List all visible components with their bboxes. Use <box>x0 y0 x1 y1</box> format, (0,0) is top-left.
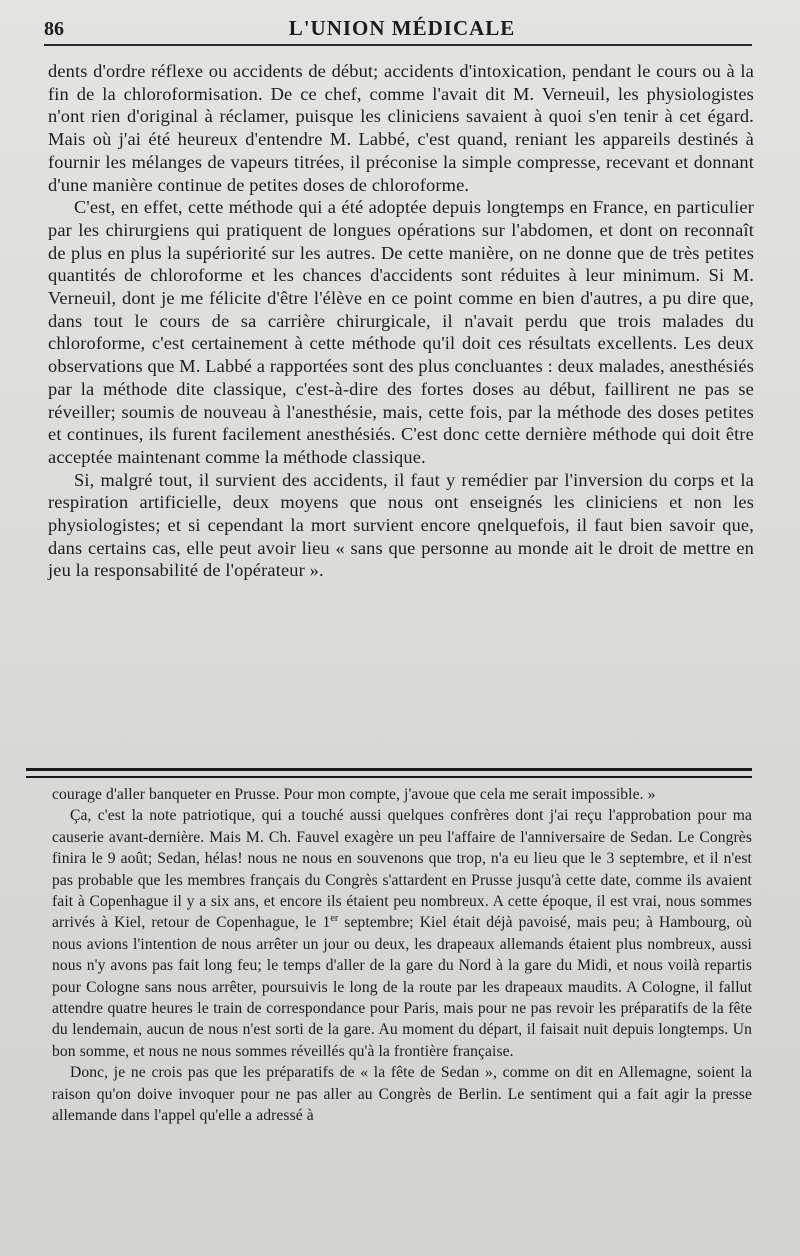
feuilleton-paragraph <box>52 805 752 1062</box>
feuilleton <box>52 784 752 1127</box>
main-article <box>48 60 754 582</box>
header-rule <box>44 44 752 46</box>
feuilleton-paragraph: Donc, je ne crois pas que les préparatifs de « la fête de Sedan », comme on dit en Allemagne, soient la raison qu'on doive invoquer pour ne pas aller au Congrès de Berlin. Le sentiment qui a fait agir la presse allemande dans l'appel qu'elle a adressé à <box>52 1064 752 1125</box>
page-header <box>32 14 772 44</box>
page-number: 86 <box>44 18 64 40</box>
feuilleton-divider-thick <box>26 768 752 771</box>
article-paragraph: dents d'ordre réflexe ou accidents de début; accidents d'intoxication, pendant le cours ou à la fin de la chloroformisation. De ce chef, comme l'avait dit M. Verneuil, les physiologistes n'ont rien d'original à réclamer, puisque les cliniciens savaient à quoi s'en tenir à cet égard. Mais où j'ai été heureux d'entendre M. Labbé, c'est quand, reniant les appareils destinés à fournir les mélanges de vapeurs titrées, il préconise la simple compresse, recevant et donnant d'une manière continue de petites doses de chloroforme. <box>48 61 754 195</box>
ordinal-superscript: er <box>330 913 339 925</box>
article-paragraph: Si, malgré tout, il survient des accidents, il faut y remédier par l'inversion du corps et la respiration artificielle, deux moyens que nous ont enseignés les cliniciens et non les physiologistes; et si cependant la mort survient encore qnelquefois, il faut bien savoir que, dans certains cas, elle peut avoir lieu « sans que personne au monde ait le droit de mettre en jeu la responsabilité de l'opérateur ». <box>48 469 754 581</box>
feuilleton-text-segment: septembre; Kiel était déjà pavoisé, mais peu; à Hambourg, où nous avions l'intention de nous arrêter un jour ou deux, les drapeaux allemands étaient plus nombreux, aussi nous n'y avons pas fait long feu; le temps d'aller de la gare du Nord à la gare du Midi, et nous voilà repartis pour Cologne sans nous arrêter, poursuivis le long de la route par les drapeaux maudits. A Cologne, il fallut attendre quatre heures le train de correspondance pour Paris, mais pour ne pas revoir les préparatifs de la fête du lendemain, aucun de nous n'est sorti de la gare. Au moment du départ, il faisait nuit depuis longtemps. Un bon somme, et nous ne nous sommes réveillés qu'à la frontière française. <box>52 914 752 1060</box>
feuilleton-divider-thin <box>26 776 752 778</box>
feuilleton-paragraph: courage d'aller banqueter en Prusse. Pour mon compte, j'avoue que cela me serait impossible. » <box>52 786 656 803</box>
article-paragraph: C'est, en effet, cette méthode qui a été adoptée depuis longtemps en France, en particulier par les chirurgiens qui pratiquent de longues opérations sur l'abdomen, et dont on reconnaît de plus en plus la supériorité sur les autres. De cette manière, on ne donne que de très petites quantités de chloroforme et les chances d'accidents sont réduites à leur minimum. Si M. Verneuil, dont je me félicite d'être l'élève en ce point comme en bien d'autres, a pu dire que, dans tout le cours de sa carrière chirurgicale, il n'avait perdu que trois malades du chloroforme, c'est certainement à cette méthode qu'il doit ces résultats excellents. Les deux observations que M. Labbé a rapportées sont des plus concluantes : deux malades, anesthésiés par la méthode dite classique, c'est-à-dire des fortes doses au début, faillirent ne pas se réveiller; soumis de nouveau à l'anesthésie, mais, cette fois, par la méthode des doses petites et continues, ils furent facilement anesthésiés. C'est donc cette dernière méthode qui doit être acceptée maintenant comme la méthode classique. <box>48 197 754 467</box>
journal-title: L'UNION MÉDICALE <box>288 16 516 40</box>
feuilleton-text-segment: Ça, c'est la note patriotique, qui a touché aussi quelques confrères dont j'ai reçu l'approbation pour ma causerie avant-dernière. Mais M. Ch. Fauvel exagère un peu l'affaire de l'anniversaire de Sedan. Le Congrès finira le 9 août; Sedan, hélas! nous ne nous en souvenons que trop, n'a eu lieu que le 3 septembre, et il n'est pas probable que les membres français du Congrès s'attardent en Prusse jusqu'à cette date, comme ils avaient fait à Copenhague il y a six ans, et encore ils étaient peu nombreux. A cette époque, il est vrai, nous sommes arrivés à Kiel, retour de Copenhague, le 1 <box>52 807 752 932</box>
